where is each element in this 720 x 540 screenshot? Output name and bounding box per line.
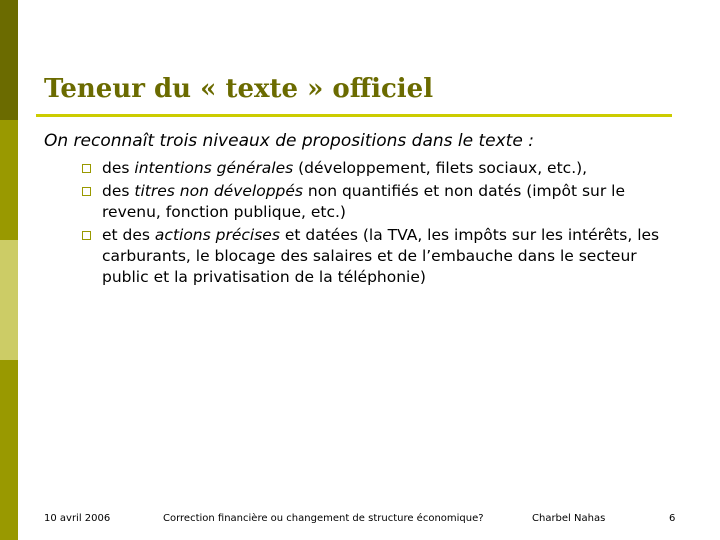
item-text: des <box>102 159 135 177</box>
item-text: et datées (la TVA, les impôts sur les intérêts, les carburants, le blocage des salaires et de l’embauche dans le secteur public et la privatisation de la téléphonie) <box>102 226 660 286</box>
square-bullet-icon <box>82 164 91 173</box>
footer-date: 10 avril 2006 <box>44 513 111 524</box>
sidebar-segment <box>0 0 18 120</box>
sidebar-segment <box>0 360 18 540</box>
list-item <box>80 181 670 223</box>
intro-text: On reconnaît trois niveaux de propositions dans le texte : <box>44 131 534 151</box>
list-item <box>80 158 670 179</box>
footer-title: Correction financière ou changement de structure économique? <box>163 513 484 524</box>
square-bullet-icon <box>82 231 91 240</box>
sidebar-segment <box>0 240 18 360</box>
title-underline <box>36 114 672 117</box>
page-number: 6 <box>669 513 676 524</box>
sidebar-decoration <box>0 0 18 540</box>
item-text: des <box>102 182 135 200</box>
slide-title: Teneur du « texte » officiel <box>44 74 434 104</box>
item-text: et des <box>102 226 155 244</box>
item-text: (développement, filets sociaux, etc.), <box>293 159 588 177</box>
footer-author: Charbel Nahas <box>532 513 606 524</box>
list-item <box>80 225 670 288</box>
square-bullet-icon <box>82 187 91 196</box>
item-text: non quantifiés et non datés (impôt sur le revenu, fonction publique, etc.) <box>102 182 626 221</box>
item-emphasis: titres non développés <box>134 182 303 200</box>
item-emphasis: actions précises <box>154 226 280 244</box>
item-emphasis: intentions générales <box>134 159 294 177</box>
bullet-list <box>80 158 670 290</box>
sidebar-segment <box>0 120 18 240</box>
